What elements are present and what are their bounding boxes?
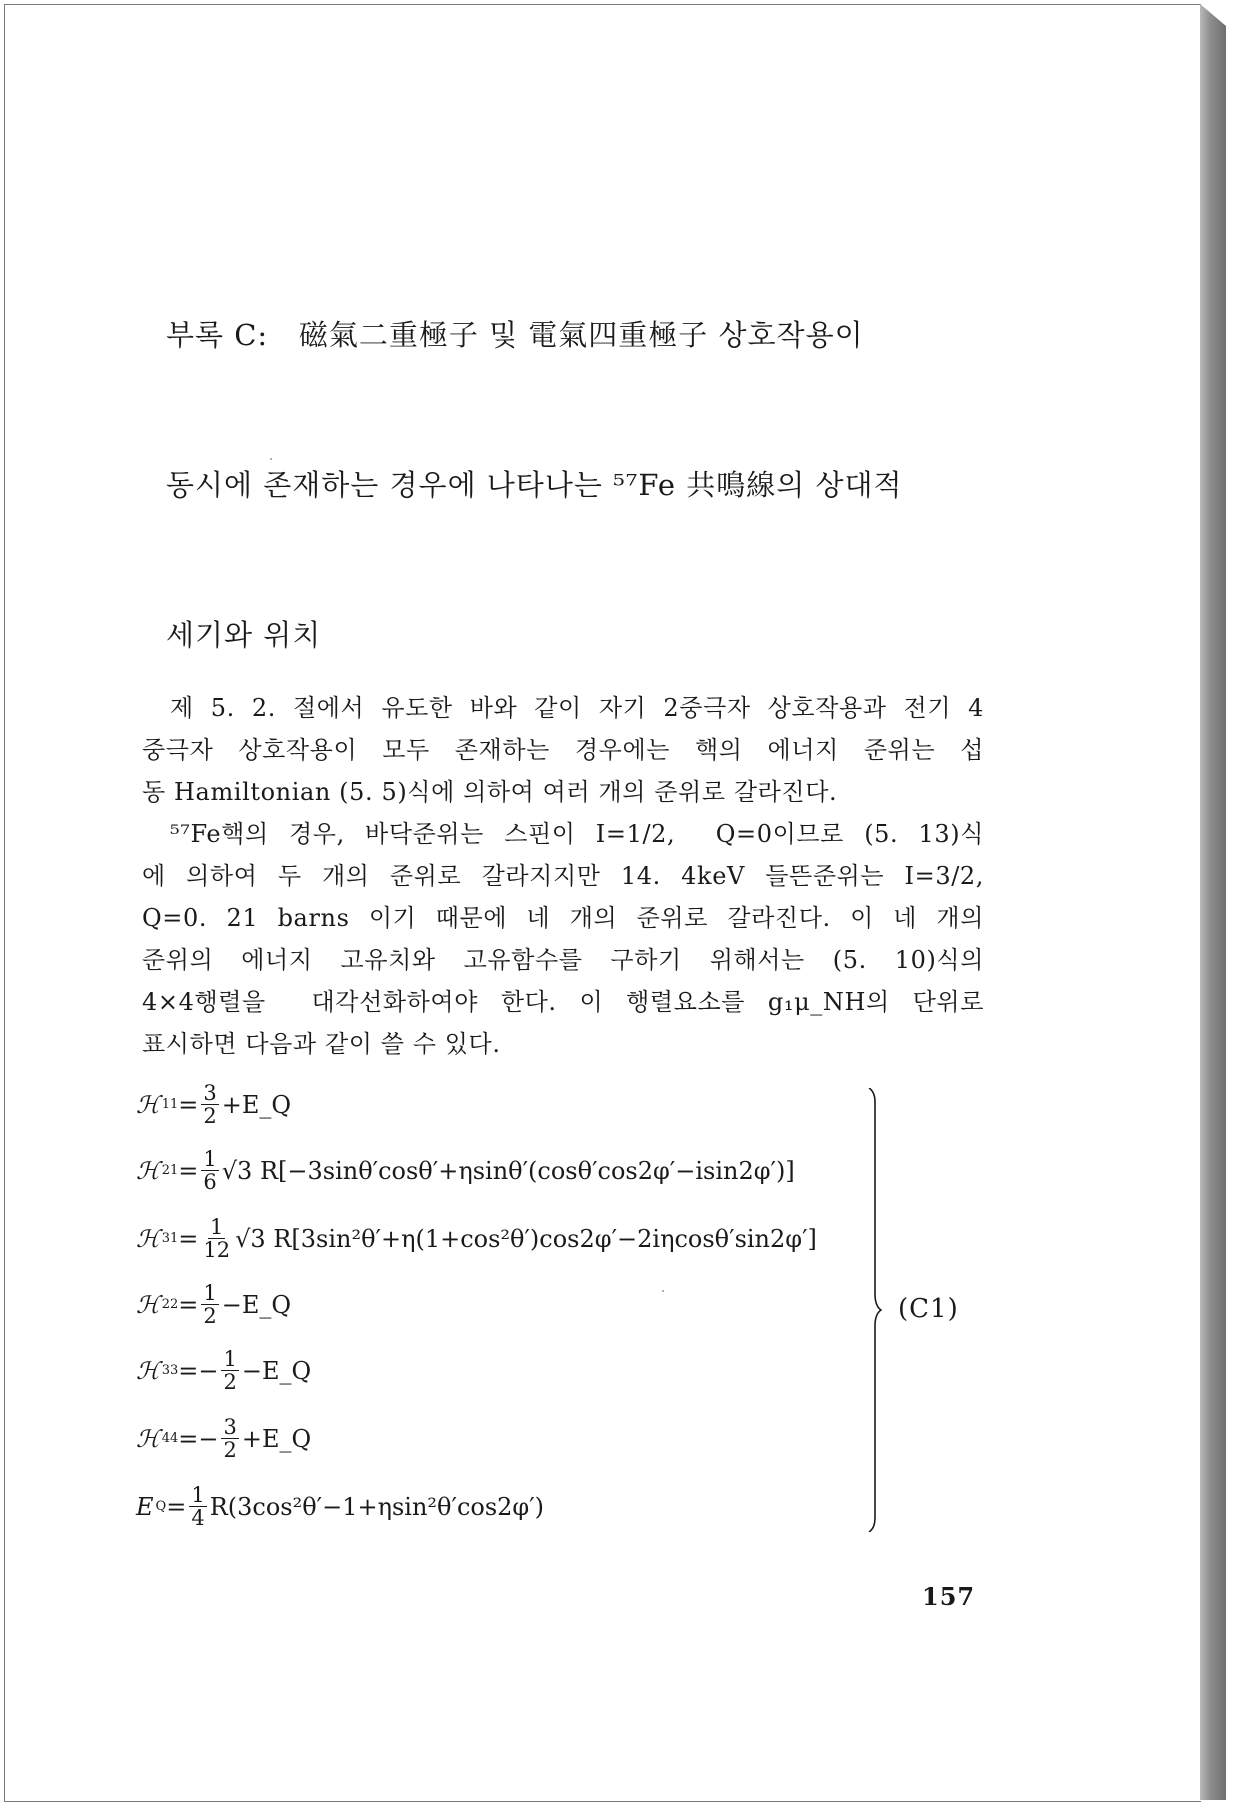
page-edge-shadow	[1200, 4, 1226, 1800]
page-number: 157	[922, 1582, 976, 1611]
equation-h22: ℋ 22 = $\frac{1}{2}$ −E_Q	[136, 1281, 292, 1328]
body-paragraphs	[142, 687, 984, 1065]
body-line: 4×4행렬을 대각선화하여야 한다. 이 행렬요소를 g₁μ_NH의 단위로	[142, 988, 984, 1016]
body-line: 중극자 상호작용이 모두 존재하는 경우에는 핵의 에너지 준위는 섭	[142, 736, 984, 764]
body-line: Q=0. 21 barns 이기 때문에 네 개의 준위로 갈라진다. 이 네 개의	[142, 904, 984, 932]
equation-h31: ℋ 31 = $\frac{1}{12}$ √3 R[3sin²θ′+η(1+cos²θ′)cos2φ′−2iηcosθ′sin2φ′]	[136, 1215, 817, 1262]
appendix-heading	[166, 210, 1002, 710]
heading-line: 동시에 존재하는 경우에 나타나는 ⁵⁷Fe 共鳴線의 상대적	[166, 468, 903, 502]
right-curly-brace	[868, 1088, 882, 1532]
heading-line: 부록 C: 磁氣二重極子 및 電氣四重極子 상호작용이	[166, 318, 864, 352]
equation-h44: ℋ 44 = − $\frac{3}{2}$ +E_Q	[136, 1415, 312, 1462]
body-line: 동 Hamiltonian (5. 5)식에 의하여 여러 개의 준위로 갈라진다.	[142, 778, 838, 806]
equation-eq: E Q = $\frac{1}{4}$ R(3cos²θ′−1+ηsin²θ′cos2φ′)	[136, 1483, 545, 1530]
body-line: 에 의하여 두 개의 준위로 갈라지지만 14. 4keV 들뜬준위는 I=3/2,	[142, 862, 984, 890]
equation-h21: ℋ 21 = $\frac{1}{6}$ √3 R[−3sinθ′cosθ′+ηsinθ′(cosθ′cos2φ′−isin2φ′)]	[136, 1147, 795, 1194]
equation-h33: ℋ 33 = − $\frac{1}{2}$ −E_Q	[136, 1347, 312, 1394]
body-line: 준위의 에너지 고유치와 고유함수를 구하기 위해서는 (5. 10)식의	[142, 946, 984, 974]
print-speck	[270, 458, 272, 460]
body-line: 표시하면 다음과 같이 쓸 수 있다.	[142, 1030, 501, 1058]
equation-h11: ℋ 11 = $\frac{3}{2}$ +E_Q	[136, 1081, 292, 1128]
equation-number: (C1)	[898, 1294, 959, 1324]
body-line: 제 5. 2. 절에서 유도한 바와 같이 자기 2중극자 상호작용과 전기 4	[170, 694, 984, 722]
print-speck	[662, 1290, 664, 1292]
body-line: ⁵⁷Fe핵의 경우, 바닥준위는 스핀이 I=1/2, Q=0이므로 (5. 13)식	[170, 820, 984, 848]
heading-line: 세기와 위치	[166, 618, 322, 652]
